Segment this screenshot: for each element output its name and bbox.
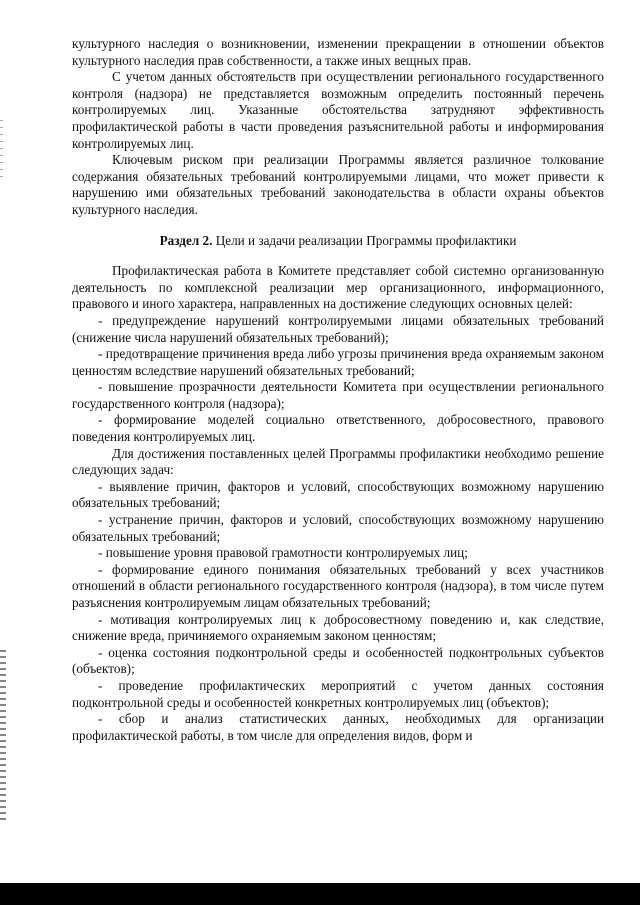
task-item: - формирование единого понимания обязательных требований у всех участников отношений в области регионального государственного контроля (надзора), в том числе путем разъяснения контролируемым лицам обязательных требований; xyxy=(72,561,604,610)
task-item: - повышение уровня правовой грамотности контролируемых лиц; xyxy=(98,545,468,561)
goals-intro: Профилактическая работа в Комитете представляет собой системно организованную деятельность по комплексной реализации мер организационного, информационного, правового и иного характера, направленных на достижение следующих основных целей: xyxy=(72,263,604,312)
goal-item: - предотвращение причинения вреда либо угрозы причинения вреда охраняемым законом ценностям вследствие нарушений обязательных требований; xyxy=(72,346,604,378)
task-item: - устранение причин, факторов и условий, способствующих возможному нарушению обязательных требований; xyxy=(72,512,604,544)
task-item: - сбор и анализ статистических данных, необходимых для организации профилактической работы, в том числе для определения видов, форм и xyxy=(72,711,604,743)
task-item: - проведение профилактических мероприятий с учетом данных состояния подконтрольной среды и особенностей конкретных контролируемых лиц (объектов); xyxy=(72,677,604,710)
paragraph: Ключевым риском при реализации Программы является различное толкование содержания обязательных требований контролируемыми лицами, что может привести к нарушению ими обязательных требований законодательства в области охраны объектов культурного наследия. xyxy=(72,152,604,217)
paragraph: культурного наследия о возникновении, изменении прекращении в отношении объектов культурного наследия прав собственности, а также иных вещных прав. xyxy=(72,36,604,68)
task-item: - мотивация контролируемых лиц к добросовестному поведению и, как следствие, снижение вреда, причиняемого охраняемым законом ценностям; xyxy=(72,611,604,644)
section-heading xyxy=(72,233,604,250)
tasks-intro: Для достижения поставленных целей Программы профилактики необходимо решение следующих задач: xyxy=(72,445,604,478)
goal-item: - формирование моделей социально ответственного, добросовестного, правового поведения контролируемых лиц. xyxy=(72,412,604,445)
section-title: Цели и задачи реализации Программы профилактики xyxy=(215,232,517,248)
task-item: - оценка состояния подконтрольной среды и особенностей подконтрольных субъектов (объектов); xyxy=(72,644,604,677)
goal-item: - повышение прозрачности деятельности Комитета при осуществлении регионального государственного контроля (надзора); xyxy=(72,379,604,411)
scan-edge-marks-top xyxy=(0,120,3,180)
task-item: - выявление причин, факторов и условий, способствующих возможному нарушению обязательных требований; xyxy=(72,478,604,511)
scan-bottom-border xyxy=(0,883,640,905)
paragraph: С учетом данных обстоятельств при осуществлении регионального государственного контроля (надзора) не представляется возможным определить постоянный перечень контролируемых лиц. Указанные обстоятельства затрудняют эффективность профилактической работы в части проведения разъяснительной работы и информирования контролируемых лиц. xyxy=(72,69,604,151)
section-label: Раздел 2. xyxy=(159,232,213,248)
scan-edge-marks xyxy=(0,650,6,820)
document-page xyxy=(72,36,604,744)
goal-item: - предупреждение нарушений контролируемыми лицами обязательных требований (снижение числа нарушений обязательных требований); xyxy=(72,312,604,345)
